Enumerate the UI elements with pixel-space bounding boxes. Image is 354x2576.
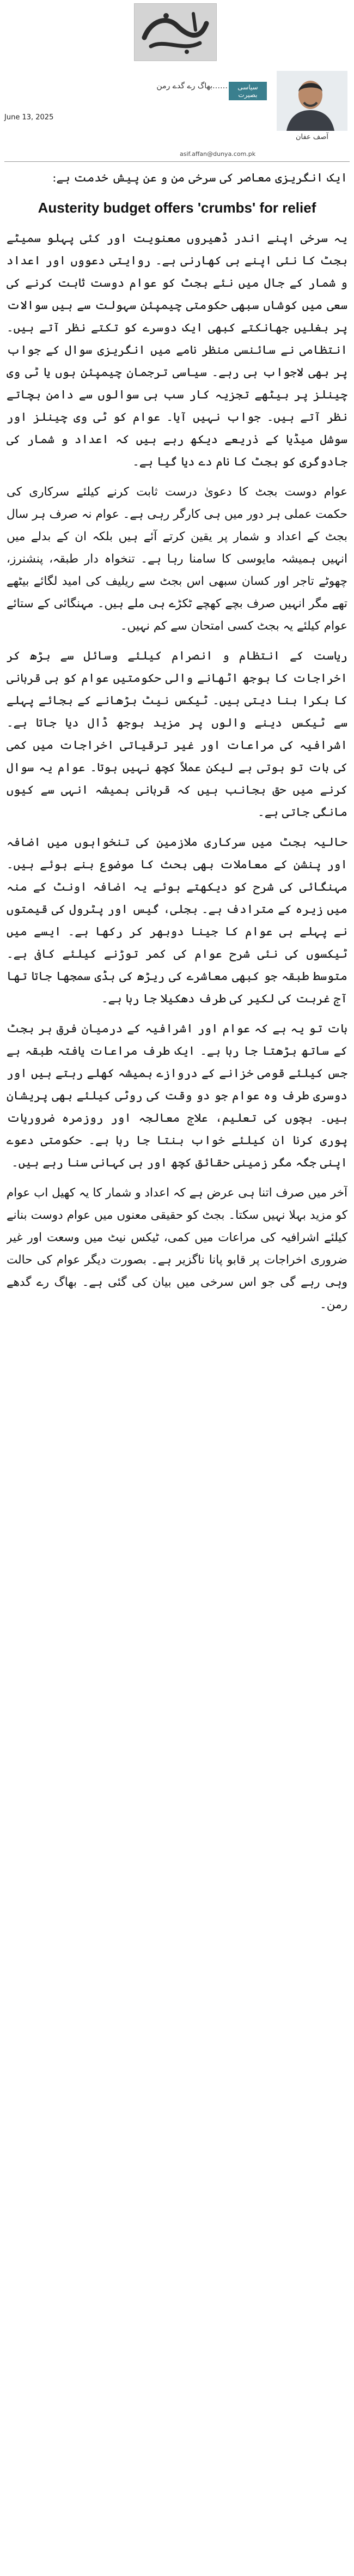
article-paragraph: حالیہ بجٹ میں سرکاری ملازمین کی تنخواہوں میں اضافہ اور پنشن کے معاملات بھی بحث کا موضوع بنے ہوئے ہیں۔ مہنگائی کی شرح کو دیکھتے ہوئے یہ اضافہ اونٹ کے منہ میں زیرہ کے مترادف ہے۔ بجلی، گیس اور پٹرول کی قیمتوں نے پہلے ہی عوام کا جینا دوبھر کر رکھا ہے۔ ایسے میں ٹیکسوں کی نئی شرح عوام کی کمر توڑنے کیلئے کافی ہے۔ متوسط طبقہ جو کبھی معاشرے کی ریڑھ کی ہڈی سمجھا جاتا تھا آج غربت کی لکیر کی طرف دھکیلا جا رہا ہے۔: [7, 836, 347, 1006]
header-divider: [4, 161, 350, 162]
quoted-headline: Austerity budget offers 'crumbs' for relief: [38, 199, 316, 216]
article-paragraph: بات تو یہ ہے کہ عوام اور اشرافیہ کے درمیان فرق ہر بجٹ کے ساتھ بڑھتا جا رہا ہے۔ ایک طرف مراعات یافتہ طبقہ ہے جس کیلئے قومی خزانے کے دروازے ہمیشہ کھلے رہتے ہیں اور دوسری طرف وہ عوام جو دو وقت کی روٹی کیلئے بھی پریشان ہیں۔ بچوں کی تعلیم، علاج معالجہ اور روزمرہ ضروریات پوری کرنا ان کیلئے خواب بنتا جا رہا ہے۔ حکومتی دعوے اپنی جگہ مگر زمینی حقائق کچھ اور ہی کہانی سنا رہے ہیں۔: [7, 1022, 347, 1170]
article-paragraph: آخر میں صرف اتنا ہی عرض ہے کہ اعداد و شمار کا یہ کھیل اب عوام کو مزید بہلا نہیں سکتا۔ بجٹ کو حقیقی معنوں میں عوام دوست بنانے کیلئے اشرافیہ کی مراعات میں کمی، ٹیکس نیٹ میں وسعت اور غیر ضروری اخراجات پر قابو پانا ناگزیر ہے۔ بصورت دیگر عوام کی حالت وہی رہے گی جو اس سرخی میں بیان کی گئی ہے۔ بھاگ رے گدھے رمن۔: [7, 1186, 347, 1311]
author-portrait-icon: [277, 71, 347, 131]
article-intro: ایک انگریزی معاصر کی سرخی من و عن پیش خدمت ہے:: [52, 171, 347, 185]
column-label: سیاسی بصیرت: [229, 82, 267, 100]
newspaper-logo: [134, 3, 217, 61]
article-paragraph: یہ سرخی اپنے اندر ڈھیروں معنویت اور کئی پہلو سمیٹے بجٹ کا نئی اپنے ہی کھارنی ہے۔ روایتی دعووں اور اعداد و شمار کے جال میں نئے بجٹ کو عوام دوست ثابت کرنے کی سعی میں کوشاں سبھی حکومتی چیمپئن سہولت سے ہیں سوالات پر بغلیں جھانکتے کبھی ایک دوسرے کو تکتے نظر آتے ہیں۔ انتظامی نے سائنسی منظر نامے میں انگریزی سوال کے جواب پر بھی لاجواب ہی رہے۔ سیاسی ترجمان چیمپئن ہوں یا ٹی وی چینلز پر بیٹھے تجزیہ کار سب ہی سوالوں سے دامن بچاتے نظر آتے ہیں۔ جواب نہیں آیا۔ عوام کو ٹی وی چینلز اور سوشل میڈیا کے ذریعے دیکھ رہے ہیں کہ اعداد و شمار کی جادوگری کو بجٹ کا نام دے دیا گیا ہے۔: [7, 232, 347, 469]
logo-brush-icon: [135, 4, 216, 61]
column-title: ……بھاگ رے گدے رمن: [156, 82, 228, 90]
publish-date: June 13, 2025: [4, 113, 54, 122]
article-body: [7, 167, 347, 2565]
masthead: [0, 0, 354, 164]
article-paragraph: ریاست کے انتظام و انصرام کیلئے وسائل سے بڑھ کر اخراجات کا بوجھ اٹھانے والی حکومتیں عوام کو ہی قربانی کا بکرا بنا دیتی ہیں۔ ٹیکس نیٹ بڑھانے کے بجائے پہلے سے ٹیکس دینے والوں پر مزید بوجھ ڈال دیا جاتا ہے۔ اشرافیہ کی مراعات اور غیر ترقیاتی اخراجات میں کمی کی بات تو ہوتی ہے لیکن عملاً کچھ نہیں ہوتا۔ عوام یہ سوال کرنے میں حق بجانب ہیں کہ قربانی ہمیشہ انہی سے کیوں مانگی جاتی ہے۔: [7, 649, 347, 819]
author-name: آصف عفان: [295, 133, 329, 141]
author-photo: [277, 71, 347, 131]
article-paragraph: عوام دوست بجٹ کا دعویٰ درست ثابت کرنے کیلئے سرکاری کی حکمت عملی ہر دور میں ہی کارگر رہی ہے۔ عوام نہ صرف ہر سال بجٹ کے اعداد و شمار پر یقین کرتے آئے ہیں بلکہ ان کے بدلے میں انہیں ہمیشہ مایوسی کا سامنا رہا ہے۔ تنخواہ دار طبقہ، پنشنرز، چھوٹے تاجر اور کسان سبھی اس بجٹ سے ریلیف کی امید لگائے بیٹھے تھے مگر انہیں صرف بچے کھچے ٹکڑے ہی ملے ہیں۔ مہنگائی کے ستائے عوام کیلئے یہ بجٹ کسی امتحان سے کم نہیں۔: [7, 485, 347, 633]
author-email[interactable]: asif.affan@dunya.com.pk: [180, 150, 256, 158]
